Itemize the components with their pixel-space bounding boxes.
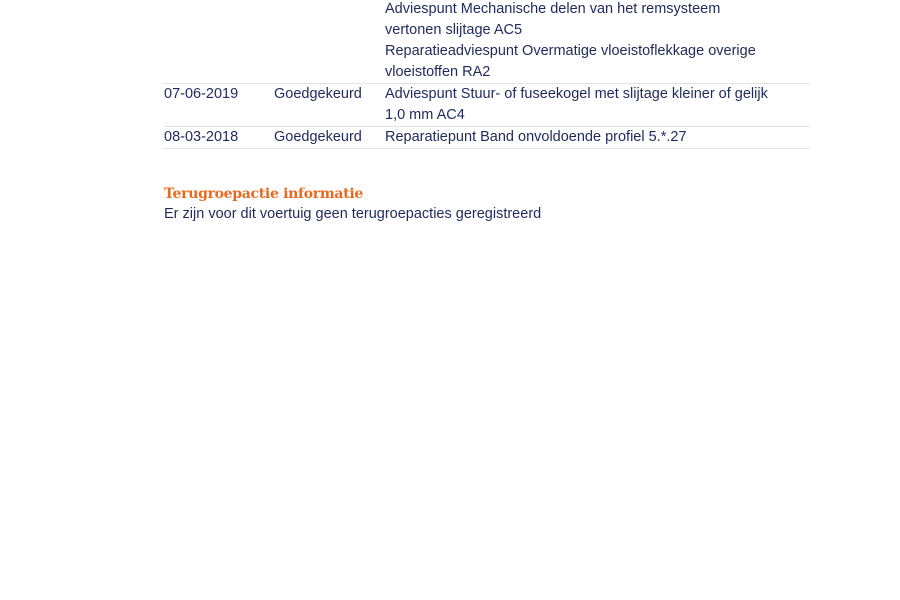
inspection-history-table bbox=[164, 0, 810, 149]
inspection-date bbox=[164, 0, 274, 84]
remark-item: Reparatiepunt Band onvoldoende profiel 5.*.27 bbox=[385, 129, 687, 145]
inspection-date: 08-03-2018 bbox=[164, 129, 239, 145]
inspection-date: 07-06-2019 bbox=[164, 86, 239, 102]
document-page bbox=[164, 0, 810, 225]
inspection-result bbox=[274, 0, 385, 84]
table-row bbox=[164, 0, 810, 84]
remark-item: Reparatieadviespunt Overmatige vloeistoflekkage overige vloeistoffen RA2 bbox=[385, 43, 756, 80]
recall-section bbox=[164, 184, 810, 225]
inspection-result: Goedgekeurd bbox=[274, 129, 362, 145]
inspection-remarks bbox=[385, 127, 810, 149]
inspection-remarks bbox=[385, 84, 810, 127]
recall-text: Er zijn voor dit voertuig geen terugroepacties geregistreerd bbox=[164, 206, 542, 222]
inspection-remarks bbox=[385, 0, 810, 84]
table-row bbox=[164, 127, 810, 149]
table-row bbox=[164, 84, 810, 127]
remark-item: Adviespunt Mechanische delen van het remsysteem vertonen slijtage AC5 bbox=[385, 1, 721, 38]
remark-item: Adviespunt Stuur- of fuseekogel met slijtage kleiner of gelijk 1,0 mm AC4 bbox=[385, 86, 768, 123]
inspection-result: Goedgekeurd bbox=[274, 86, 362, 102]
recall-title: Terugroepactie informatie bbox=[164, 186, 363, 202]
